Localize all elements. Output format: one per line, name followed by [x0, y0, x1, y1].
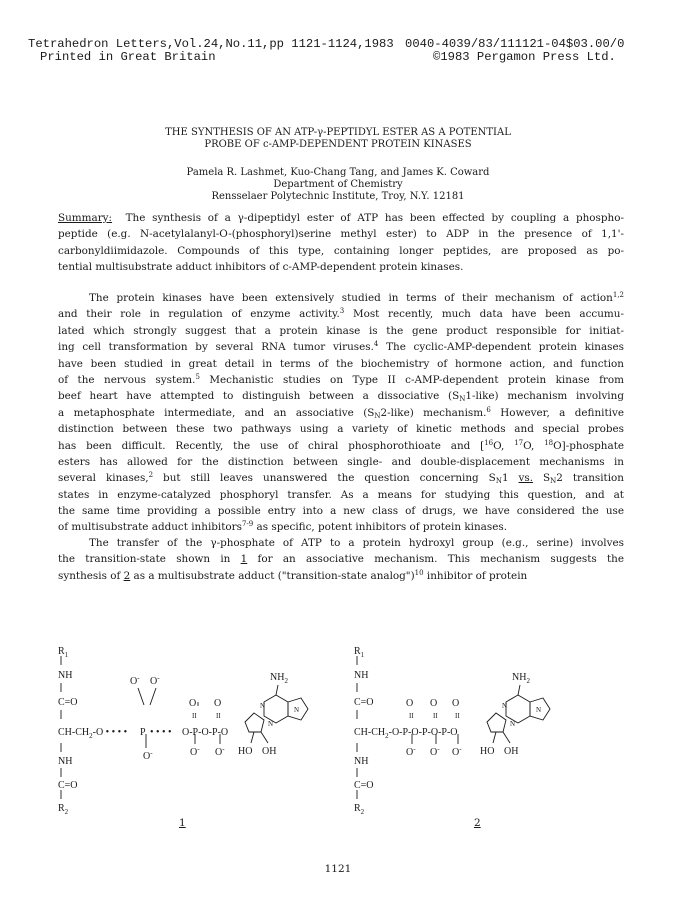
text: Mechanistic studies on Type II c-AMP-dependent protein kinase from	[199, 373, 624, 386]
subscript: N	[459, 395, 466, 404]
summary-label: Summary:	[58, 212, 113, 224]
authors: Pamela R. Lashmet, Kuo-Chang Tang, and James K. Coward	[186, 167, 490, 178]
text: has been difficult. Recently, the use of chiral phosphorothioate and [	[58, 439, 485, 452]
citation: 10	[414, 568, 424, 577]
text: O,	[523, 439, 545, 452]
citation: 7-9	[241, 520, 254, 529]
adenine-n: N	[502, 702, 508, 710]
ribose-ho: HO	[238, 746, 253, 757]
o-minus-3: O-	[143, 749, 153, 762]
text: but still leaves unanswered the question concerning S	[153, 472, 496, 485]
text: O,	[493, 439, 515, 452]
citation: 2	[148, 471, 154, 480]
structure-1	[58, 640, 358, 830]
oxo: O	[452, 698, 460, 709]
text: as specific, potent inhibitors of protein kinases.	[253, 521, 507, 534]
article-code: 0040-4039/83/111121-04$03.00/0	[405, 37, 625, 51]
text: for an associative mechanism. This mechanism suggests the	[247, 553, 624, 566]
text: 1	[501, 472, 519, 485]
isotope: 17	[514, 438, 524, 447]
structure-2	[354, 640, 654, 830]
chain-main: $CH-CH_2-O$ • • • •	[58, 727, 128, 740]
structure-1-drawing	[58, 640, 358, 830]
nh-top: NH	[354, 670, 369, 681]
adenine-n: N	[268, 720, 274, 728]
text: the same time providing a possible entry into a new class of drugs, we have considered the use	[58, 505, 624, 518]
adenine-n: N	[536, 706, 542, 714]
double-bond: II	[455, 712, 460, 720]
text: The transfer of the γ-phosphate of ATP to a protein hydroxyl group (e.g., serine) involves	[89, 537, 624, 549]
subscript: N	[550, 477, 557, 486]
copyright: ©1983 Pergamon Press Ltd.	[433, 50, 616, 64]
carbonyl-top: C=O	[354, 697, 374, 708]
citation: 1,2	[612, 291, 624, 299]
isotope: 16	[484, 438, 494, 447]
ribose-oh: OH	[262, 746, 277, 757]
partial-bonds: • • • •	[150, 727, 172, 738]
paragraph-1	[58, 290, 624, 536]
amino-group: $NH_2$	[270, 672, 288, 685]
double-bond-2: II	[216, 712, 221, 720]
text: the transition-state shown in	[58, 553, 241, 566]
printed-in: Printed in Great Britain	[40, 50, 216, 64]
phosphate-chain: O-P-O-P-O	[182, 727, 229, 738]
citation: 3	[339, 307, 345, 316]
text: states in enzyme-catalyzed phosphoryl transfer. As a means for studying this question, and at	[58, 488, 624, 501]
phosphorus: P	[140, 727, 146, 738]
text: as a multisubstrate adduct ("transition-state analog")	[130, 569, 415, 582]
institution: Rensselaer Polytechnic Institute, Troy, N.Y. 12181	[211, 191, 465, 202]
text: O]-phosphate	[553, 439, 625, 452]
double-bond: II	[409, 712, 414, 720]
text: 1-like) mechanism involving	[465, 390, 624, 403]
text: 2-like) mechanism.	[380, 406, 487, 419]
o-minus-1: O-	[130, 674, 140, 687]
text: Most recently, much data have been accumu-	[344, 308, 624, 321]
text: The protein kinases have been extensively studied in terms of their mechanism of action	[89, 292, 613, 304]
compound-ref: 1	[240, 553, 248, 566]
vs-underlined: vs.	[518, 472, 534, 485]
structure-2-drawing	[354, 640, 654, 830]
subscript: N	[374, 411, 381, 420]
isotope: 18	[544, 438, 554, 447]
citation: 4	[373, 340, 379, 349]
ribose-oh: OH	[504, 746, 519, 757]
carbonyl-bottom: C=O	[354, 780, 374, 791]
paragraph-2	[58, 535, 624, 584]
summary-line: The synthesis of a γ-dipeptidyl ester of ATP has been effected by coupling a phospho-	[125, 212, 624, 224]
r2-label: $R_2$	[354, 803, 365, 816]
text: of multisubstrate adduct inhibitors	[58, 521, 242, 534]
r1-label: $R_1$	[354, 646, 365, 659]
text: and their role in regulation of enzyme activity.	[58, 308, 340, 321]
text: distinction between these two pathways using a variety of kinetic methods and special probes	[58, 423, 624, 436]
oxo-1: O	[189, 698, 197, 709]
amino-group: $NH_2$	[512, 672, 530, 685]
carbonyl-top: C=O	[58, 697, 78, 708]
oxo: O	[430, 698, 438, 709]
text: of the nervous system.	[58, 373, 196, 386]
text: lated which strongly suggest that a protein kinase is the gene product responsible for initiat-	[58, 324, 624, 337]
summary	[58, 210, 624, 276]
o-minus-5: O-	[215, 745, 225, 758]
summary-line: peptide (e.g. N-acetylalanyl-O-(phosphoryl)serine methyl ester) to ADP in the presence of 1,1'-	[58, 228, 624, 241]
o-minus-4: O-	[190, 745, 200, 758]
subscript: N	[495, 477, 502, 486]
text: have been studied in great detail in terms of the biochemistry of hormone action, and function	[58, 357, 624, 370]
r1-label: $R_1$	[58, 646, 69, 659]
o-minus: O-	[406, 745, 416, 758]
citation: 6	[486, 405, 491, 414]
text: inhibitor of protein	[423, 569, 528, 582]
title-line-2: PROBE OF c-AMP-DEPENDENT PROTEIN KINASES	[204, 139, 472, 150]
text: synthesis of	[58, 569, 124, 582]
carbonyl-bottom: C=O	[58, 780, 78, 791]
text: a metaphosphate intermediate, and an associative (S	[58, 406, 375, 419]
summary-line: carbonyldiimidazole. Compounds of this type, containing longer peptides, are proposed as po-	[58, 244, 624, 257]
adenine-n: N	[260, 702, 266, 710]
summary-line: tential multisubstrate adduct inhibitors of c-AMP-dependent protein kinases.	[58, 261, 464, 274]
o-minus: O-	[452, 745, 462, 758]
text: The cyclic-AMP-dependent protein kinases	[378, 341, 624, 354]
o-minus-2: O-	[150, 674, 160, 687]
text: several kinases,	[58, 472, 149, 485]
nh-top: NH	[58, 670, 73, 681]
compound-label-2: 2	[474, 817, 481, 829]
adenine-n: N	[510, 720, 516, 728]
compound-label-1: 1	[179, 817, 186, 829]
oxo: O	[406, 698, 414, 709]
r2-label: $R_2$	[58, 803, 69, 816]
chain-main: $CH-CH_2-O-P-O-P-O-P-O$	[354, 727, 458, 740]
text: beef heart have attempted to distinguish between a dissociative (S	[58, 390, 460, 403]
page-number: 1121	[324, 863, 352, 875]
citation: 5	[195, 372, 200, 381]
text: S	[533, 472, 551, 485]
nh-bottom: NH	[354, 756, 369, 767]
o-minus: O-	[430, 745, 440, 758]
text: However, a definitive	[490, 406, 624, 419]
journal-citation: Tetrahedron Letters,Vol.24,No.11,pp 1121-1124,1983	[28, 37, 394, 51]
text: ing cell transformation by several RNA tumor viruses.	[58, 341, 374, 354]
nh-bottom: NH	[58, 756, 73, 767]
text: esters has allowed for the distinction between single- and double-displacement mechanisms in	[58, 455, 624, 468]
title-line-1: THE SYNTHESIS OF AN ATP-γ-PEPTIDYL ESTER AS A POTENTIAL	[165, 127, 511, 138]
oxo-2: O	[214, 698, 222, 709]
double-bond: II	[433, 712, 438, 720]
adenine-n: N	[294, 706, 300, 714]
department: Department of Chemistry	[273, 179, 403, 190]
compound-ref: 2	[123, 569, 131, 582]
text: 2 transition	[556, 472, 625, 485]
ribose-ho: HO	[480, 746, 495, 757]
double-bond-1: II	[192, 712, 197, 720]
